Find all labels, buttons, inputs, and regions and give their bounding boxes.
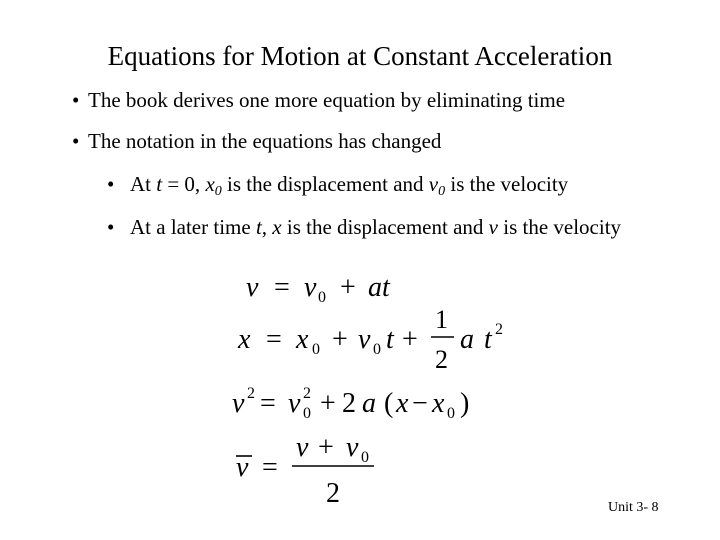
svg-text:+: + xyxy=(340,272,356,303)
svg-text:v: v xyxy=(358,324,371,355)
svg-text:2: 2 xyxy=(303,385,311,402)
bullet-item xyxy=(72,86,692,114)
svg-text:=: = xyxy=(260,388,276,419)
svg-text:0: 0 xyxy=(447,405,455,422)
svg-text:2: 2 xyxy=(495,321,503,338)
slide-number: Unit 3- 8 xyxy=(608,500,659,515)
bullet-dot: • xyxy=(72,129,80,153)
velocity-symbol: v xyxy=(428,172,439,196)
svg-text:2: 2 xyxy=(342,388,356,419)
svg-text:t: t xyxy=(484,324,492,355)
svg-text:v: v xyxy=(236,452,249,483)
svg-text:0: 0 xyxy=(318,289,326,306)
time-symbol: t, xyxy=(255,215,268,239)
svg-text:0: 0 xyxy=(361,449,369,466)
velocity-symbol: v xyxy=(488,215,498,239)
time-symbol: t xyxy=(156,172,163,196)
svg-text:t: t xyxy=(386,324,394,355)
svg-text:): ) xyxy=(460,388,470,419)
bullet-dot: • xyxy=(72,88,80,112)
svg-text:2: 2 xyxy=(247,385,255,402)
svg-text:2: 2 xyxy=(435,345,448,374)
svg-text:v: v xyxy=(346,432,359,463)
bullet-text: The book derives one more equation by eliminating time xyxy=(88,88,566,112)
svg-text:=: = xyxy=(266,324,282,355)
sub-bullet-text: is the velocity xyxy=(445,172,569,196)
svg-text:2: 2 xyxy=(326,478,340,509)
svg-text:x: x xyxy=(396,388,409,419)
svg-text:=: = xyxy=(262,452,278,483)
sub-bullet-text: is the displacement and xyxy=(221,172,429,196)
svg-text:a: a xyxy=(460,324,474,355)
svg-text:a: a xyxy=(362,388,376,419)
svg-text:1: 1 xyxy=(435,305,448,334)
displacement-symbol: x xyxy=(205,172,215,196)
sub-bullet-text: At a later time xyxy=(130,215,256,239)
bullet-text: The notation in the equations has changed xyxy=(88,129,442,153)
sub-bullet-item xyxy=(107,170,697,198)
svg-text:−: − xyxy=(412,388,428,419)
svg-text:0: 0 xyxy=(373,341,381,358)
svg-text:+: + xyxy=(318,432,334,463)
sub-bullet-text: At xyxy=(130,172,157,196)
svg-text:v: v xyxy=(296,432,309,463)
equation-displacement xyxy=(237,305,503,374)
sub-bullet-text: is the velocity xyxy=(497,215,622,239)
svg-text:v: v xyxy=(288,388,301,419)
subscript-zero: 0 xyxy=(214,184,222,199)
sub-bullet-text: is the displacement and xyxy=(281,215,489,239)
svg-text:=: = xyxy=(274,272,290,303)
svg-text:x: x xyxy=(238,324,251,355)
svg-text:at: at xyxy=(368,272,390,303)
svg-text:+: + xyxy=(402,324,418,355)
equation-velocity-squared xyxy=(232,385,469,422)
svg-text:v: v xyxy=(232,388,245,419)
bullet-dot: • xyxy=(107,172,115,196)
svg-text:0: 0 xyxy=(312,341,320,358)
bullet-dot: • xyxy=(107,215,115,239)
svg-text:x: x xyxy=(432,388,445,419)
sub-bullet-item xyxy=(107,213,647,241)
kinematic-equations xyxy=(228,270,528,510)
bullet-item xyxy=(72,127,692,155)
svg-text:+: + xyxy=(332,324,348,355)
slide-title: Equations for Motion at Constant Acceleration xyxy=(107,41,613,71)
equation-average-velocity xyxy=(236,432,374,509)
subscript-zero: 0 xyxy=(438,184,446,199)
equations-image xyxy=(228,270,528,510)
svg-text:+: + xyxy=(320,388,336,419)
equation-velocity xyxy=(246,272,391,306)
svg-text:(: ( xyxy=(384,388,394,419)
svg-text:v: v xyxy=(304,272,317,303)
svg-text:v: v xyxy=(246,272,259,303)
sub-bullet-text: = 0, xyxy=(162,172,206,196)
svg-text:0: 0 xyxy=(303,405,311,422)
svg-text:x: x xyxy=(296,324,309,355)
displacement-symbol: x xyxy=(272,215,282,239)
